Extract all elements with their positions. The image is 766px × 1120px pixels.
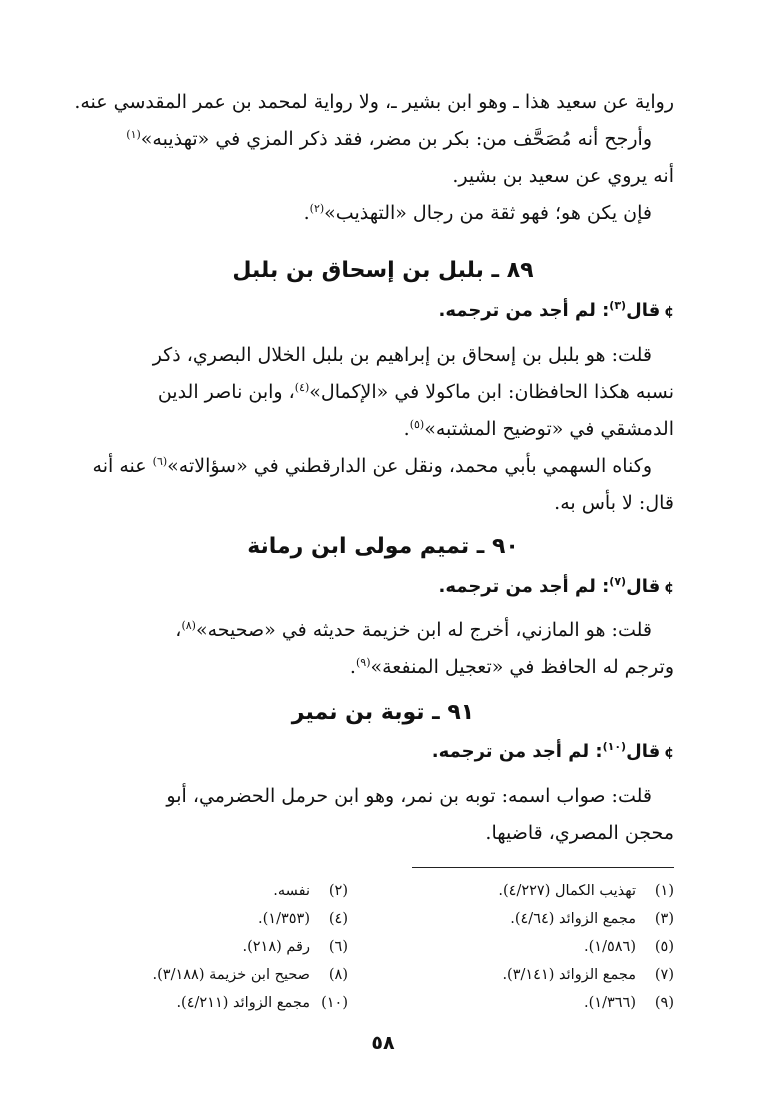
entry-89-line-1: قلت: هو بلبل بن إسحاق بن إبراهيم بن بلبل الخلال البصري، ذكر [152, 344, 652, 366]
footnote-3 [498, 905, 674, 933]
footnote-2 [153, 877, 348, 905]
footnote-ref-2: (٢) [309, 202, 325, 215]
footnote-ref-3: (٣) [609, 299, 627, 312]
entry-89-line-3-end: . [403, 418, 410, 440]
footnote-text: رقم (٢١٨). [242, 939, 310, 955]
footnote-10 [153, 989, 348, 1017]
entry-91-qala [432, 741, 674, 762]
entry-90-line-2-text: وترجم له الحافظ في «تعجيل المنفعة» [370, 656, 674, 678]
qala-word: قال [626, 576, 661, 597]
entry-91-line-2: محجن المصري، قاضيها. [485, 822, 674, 844]
footnotes-right-column [498, 877, 674, 1017]
entry-91-line-1: قلت: صواب اسمه: توبه بن نمر، وهو ابن حرمل الحضرمي، أبو [166, 785, 652, 807]
footnote-9 [498, 989, 674, 1017]
footnote-text: (١/٣٥٣). [258, 911, 310, 927]
intro-line-1: رواية عن سعيد هذا ـ وهو ابن بشير ـ، ولا رواية لمحمد بن عمر المقدسي عنه. [74, 91, 674, 113]
qala-text: : لم أجد من ترجمه. [438, 300, 610, 321]
entry-89-line-3-text: الدمشقي في «توضيح المشتبه» [424, 418, 674, 440]
entry-89-line-2-text: نسبه هكذا الحافظان: ابن ماكولا في «الإكمال» [309, 381, 674, 403]
intro-line-4-end: . [303, 202, 310, 224]
entry-90-line-1-text: قلت: هو المازني، أخرج له ابن خزيمة حديثه في «صحيحه» [195, 619, 652, 641]
intro-line-3: أنه يروي عن سعيد بن بشير. [452, 165, 674, 187]
footnote-text: تهذيب الكمال (٤/٢٢٧). [498, 883, 636, 899]
footnote-number: (١٠) [321, 995, 348, 1011]
qala-text: : لم أجد من ترجمه. [438, 576, 610, 597]
entry-89-line-2 [90, 374, 674, 411]
entry-89-line-4-end: عنه أنه [92, 455, 153, 477]
entry-89-line-3 [90, 411, 674, 448]
footnote-text: صحيح ابن خزيمة (٣/١٨٨). [152, 967, 310, 983]
footnote-text: (١/٥٨٦). [584, 939, 636, 955]
footnote-5 [498, 933, 674, 961]
footnote-number: (٩) [654, 995, 674, 1011]
intro-paragraph [74, 84, 674, 232]
qala-symbol-icon: ¢ [664, 580, 674, 596]
entry-89-qala [439, 300, 674, 321]
footnotes-left-column [153, 877, 348, 1017]
entry-90-line-1 [90, 612, 674, 649]
footnote-number: (٢) [328, 883, 348, 899]
entry-89-heading: ٨٩ ـ بلبل بن إسحاق بن بلبل [232, 258, 534, 283]
footnote-ref-6: (٦) [152, 455, 168, 468]
footnote-number: (١) [654, 883, 674, 899]
footnote-8 [153, 961, 348, 989]
footnote-ref-9: (٩) [355, 656, 371, 669]
qala-symbol-icon: ¢ [664, 745, 674, 761]
footnote-number: (٨) [328, 967, 348, 983]
entry-89-body [90, 337, 674, 522]
footnote-number: (٧) [654, 967, 674, 983]
footnote-ref-10: (١٠) [602, 740, 627, 753]
intro-line-2-text: وأرجح أنه مُصَحَّف من: بكر بن مضر، فقد ذكر المزي في «تهذيبه» [140, 128, 652, 150]
entry-90-line-1-end: ، [175, 619, 182, 641]
entry-89-line-2-end: ، وابن ناصر الدين [157, 381, 295, 403]
intro-line-4-text: فإن يكن هو؛ فهو ثقة من رجال «التهذيب» [324, 202, 652, 224]
footnote-7 [498, 961, 674, 989]
footnote-text: مجمع الزوائد (٤/٢١١). [176, 995, 310, 1011]
footnote-4 [153, 905, 348, 933]
footnote-text: (١/٣٦٦). [584, 995, 636, 1011]
footnote-ref-8: (٨) [181, 619, 196, 632]
footnote-number: (٤) [328, 911, 348, 927]
footnote-number: (٦) [328, 939, 348, 955]
entry-89-line-4-text: وكناه السهمي بأبي محمد، ونقل عن الدارقطني في «سؤالاته» [167, 455, 652, 477]
footnote-ref-7: (٧) [609, 575, 627, 588]
footnote-ref-5: (٥) [409, 418, 425, 431]
footnote-ref-1: (١) [126, 128, 141, 141]
qala-symbol-icon: ¢ [664, 304, 674, 320]
entry-90-heading: ٩٠ ـ تميم مولى ابن رمانة [247, 534, 519, 559]
qala-word: قال [626, 741, 661, 762]
footnote-number: (٣) [654, 911, 674, 927]
intro-line-2 [90, 121, 674, 158]
qala-text: : لم أجد من ترجمه. [431, 741, 603, 762]
entry-90-qala [439, 576, 674, 597]
entry-90-line-2 [90, 649, 674, 686]
footnote-text: مجمع الزوائد (٣/١٤١). [502, 967, 636, 983]
intro-line-4 [90, 195, 674, 232]
footnote-text: نفسه. [273, 883, 310, 899]
footnote-1 [498, 877, 674, 905]
entry-89-line-5: قال: لا بأس به. [554, 492, 674, 514]
page-number: ٥٨ [371, 1032, 395, 1054]
entry-90-line-2-end: . [349, 656, 356, 678]
footnote-6 [153, 933, 348, 961]
footnote-text: مجمع الزوائد (٤/٦٤). [510, 911, 636, 927]
entry-91-body [90, 778, 674, 852]
footnote-ref-4: (٤) [294, 381, 310, 394]
entry-90-body [90, 612, 674, 686]
footnote-number: (٥) [654, 939, 674, 955]
qala-word: قال [626, 300, 661, 321]
entry-89-line-4 [90, 448, 674, 485]
entry-91-heading: ٩١ ـ توبة بن نمير [291, 700, 475, 725]
footnote-separator [412, 867, 674, 868]
